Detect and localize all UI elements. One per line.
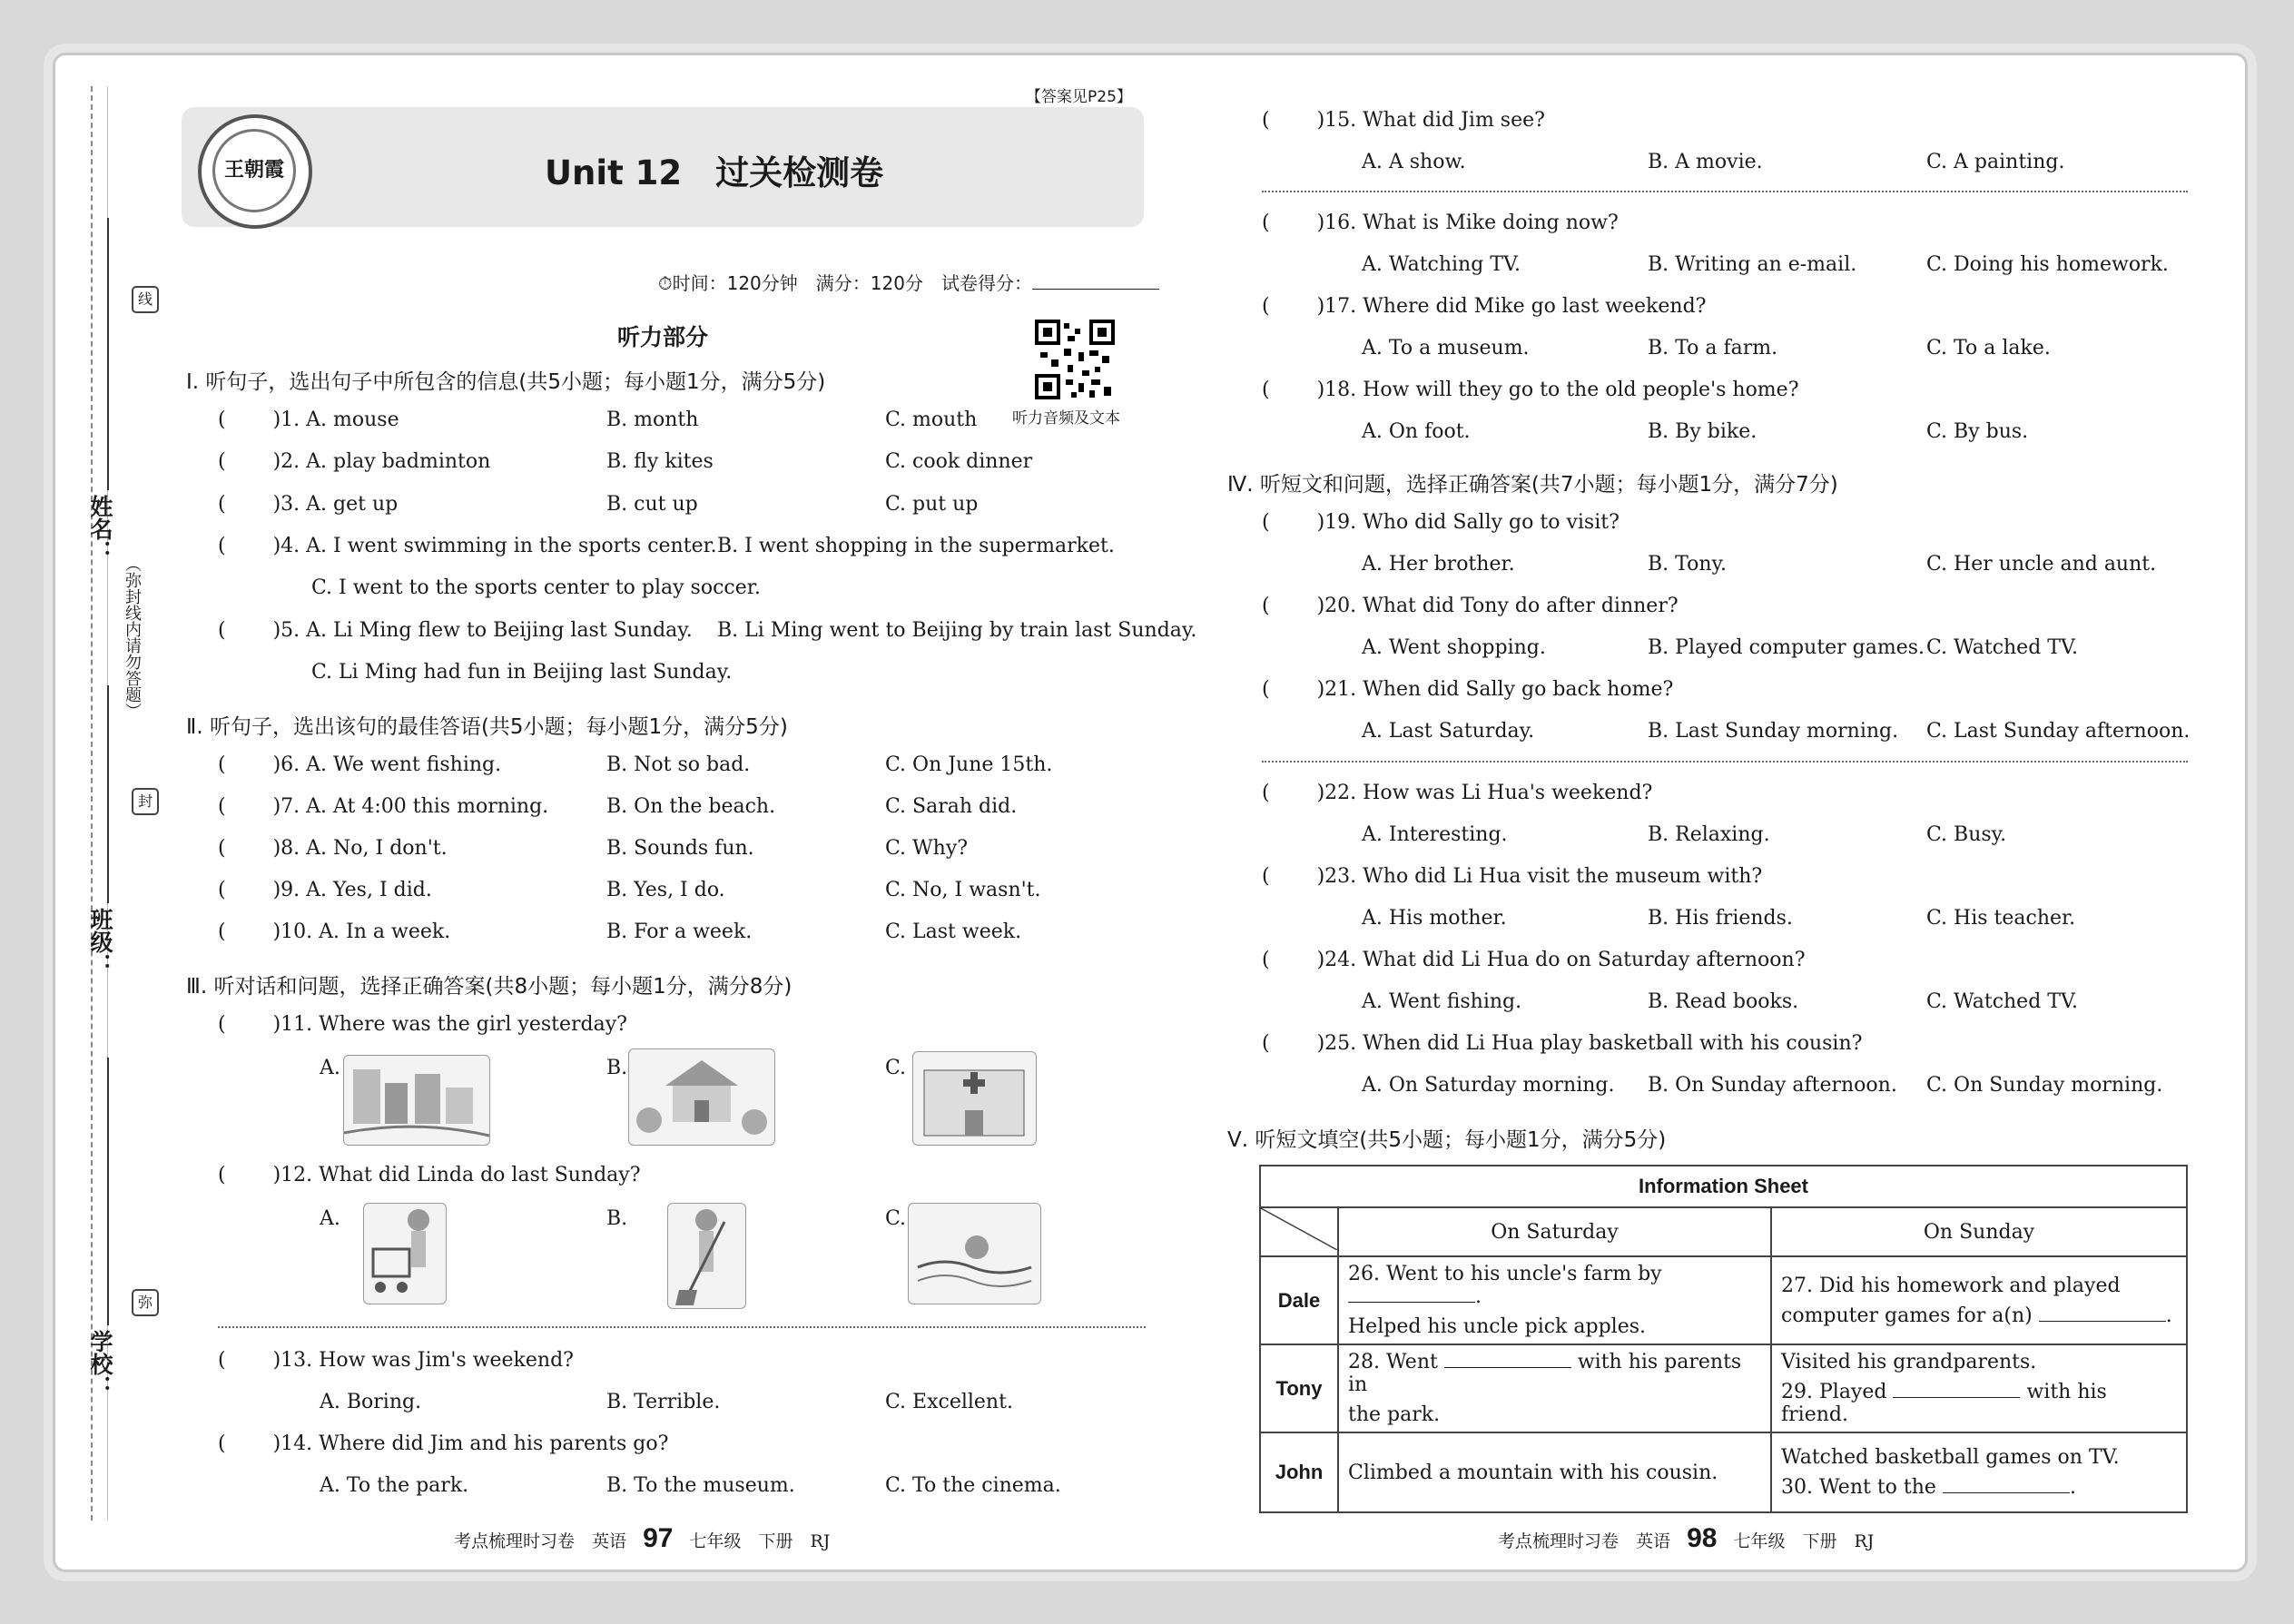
q12-option-c: C. <box>885 1207 907 1230</box>
q2-option-b: B. fly kites <box>606 450 714 473</box>
question-16 <box>1262 212 1619 234</box>
q4-option-c: C. I went to the sports center to play soccer. <box>311 576 761 599</box>
q18-option-b: B. By bike. <box>1648 420 1757 443</box>
section-2-heading: Ⅱ. 听句子，选出该句的最佳答语(共5小题；每小题1分，满分5分) <box>186 715 788 739</box>
brand-logo <box>198 114 312 229</box>
q22-option-b: B. Relaxing. <box>1648 823 1770 846</box>
question-20 <box>1262 595 1679 617</box>
section-3-heading: Ⅲ. 听对话和问题，选择正确答案(共8小题；每小题1分，满分8分) <box>186 975 793 999</box>
swimming-picture[interactable] <box>908 1203 1041 1304</box>
answer-paren[interactable]: ( <box>218 619 226 642</box>
q15-option-b: B. A movie. <box>1648 151 1763 173</box>
section-4-heading: Ⅳ. 听短文和问题，选择正确答案(共7小题；每小题1分，满分7分) <box>1227 473 1838 497</box>
answer-paren[interactable]: ( <box>218 535 226 557</box>
q2-option-a: )2. A. play badminton <box>272 450 491 473</box>
q14-option-b: B. To the museum. <box>606 1474 795 1497</box>
question-5 <box>218 619 693 642</box>
question-1 <box>218 408 399 431</box>
tony-sat-text: 28. Went <box>1348 1351 1438 1373</box>
question-23 <box>1262 865 1762 888</box>
school-field[interactable] <box>107 1058 109 1325</box>
q7-option-b: B. On the beach. <box>606 795 776 818</box>
q23-stem: )23. Who did Li Hua visit the museum with? <box>1316 865 1763 888</box>
q11-option-a: A. <box>320 1057 340 1079</box>
q12-option-a: A. <box>320 1207 340 1230</box>
q20-stem: )20. What did Tony do after dinner? <box>1316 595 1679 617</box>
page-number-right: 98 <box>1687 1523 1718 1553</box>
q17-option-b: B. To a farm. <box>1648 337 1778 359</box>
q13-stem: )13. How was Jim's weekend? <box>272 1349 574 1372</box>
q17-option-c: C. To a lake. <box>1926 337 2051 359</box>
q9-option-b: B. Yes, I do. <box>606 879 725 901</box>
tony-sun-text-2: 29. Played <box>1781 1381 1887 1403</box>
exam-info <box>658 269 1159 295</box>
q23-option-c: C. His teacher. <box>1926 907 2076 930</box>
answer-paren[interactable]: ( <box>218 837 226 860</box>
q5-option-a: )5. A. Li Ming flew to Beijing last Sunday. <box>272 619 693 642</box>
hospital-picture[interactable] <box>912 1051 1037 1146</box>
q1-option-b: B. month <box>606 408 699 431</box>
school-label: 学校： <box>87 1330 113 1398</box>
dale-saturday-cell: 26. Went to his uncle's farm by . Helped his uncle pick apples. <box>1338 1256 1771 1344</box>
q9-option-c: C. No, I wasn't. <box>885 879 1041 901</box>
answer-paren[interactable]: ( <box>218 753 226 776</box>
q4-option-b: B. I went shopping in the supermarket. <box>717 535 1115 557</box>
section-1-heading: Ⅰ. 听句子，选出句子中所包含的信息(共5小题；每小题1分，满分5分) <box>186 370 826 394</box>
q21-stem: )21. When did Sally go back home? <box>1316 678 1674 701</box>
q21-option-a: A. Last Saturday. <box>1362 720 1535 743</box>
answer-paren[interactable]: ( <box>1262 109 1270 132</box>
qr-code-icon <box>1035 320 1115 399</box>
q13-option-a: A. Boring. <box>320 1391 422 1413</box>
john-sunday-cell: Watched basketball games on TV. 30. Went to the . <box>1771 1432 2187 1512</box>
q16-stem: )16. What is Mike doing now? <box>1316 212 1619 234</box>
q17-option-a: A. To a museum. <box>1362 337 1530 359</box>
q24-stem: )24. What did Li Hua do on Saturday afternoon? <box>1316 949 1806 971</box>
dale-sat-text: 26. Went to his uncle's farm by <box>1348 1263 1662 1285</box>
answer-paren[interactable]: ( <box>218 879 226 901</box>
q14-stem: )14. Where did Jim and his parents go? <box>272 1432 669 1455</box>
question-7 <box>218 795 548 818</box>
q3-option-c: C. put up <box>885 493 979 516</box>
q2-option-c: C. cook dinner <box>885 450 1033 473</box>
answer-blank-28[interactable] <box>1444 1351 1571 1368</box>
time-info-text: ⏱时间：120分钟 满分：120分 试卷得分： <box>658 272 1032 294</box>
tony-sun-text: Visited his grandparents. <box>1781 1351 2037 1373</box>
q11-stem: )11. Where was the girl yesterday? <box>272 1013 627 1036</box>
q25-option-b: B. On Sunday afternoon. <box>1648 1074 1897 1097</box>
information-sheet-table <box>1259 1165 2188 1513</box>
answer-paren[interactable]: ( <box>1262 678 1270 701</box>
divider <box>1262 191 2188 192</box>
q20-option-a: A. Went shopping. <box>1362 636 1546 659</box>
question-10 <box>218 920 450 943</box>
name-label: 姓名： <box>87 495 113 563</box>
answer-paren[interactable]: ( <box>1262 295 1270 318</box>
binding-mark-xian: 线 <box>132 286 159 313</box>
answer-paren[interactable]: ( <box>1262 595 1270 617</box>
q16-option-c: C. Doing his homework. <box>1926 253 2169 276</box>
q19-option-b: B. Tony. <box>1648 553 1728 576</box>
question-6 <box>218 753 501 776</box>
q15-option-a: A. A show. <box>1362 151 1466 173</box>
question-2 <box>218 450 490 473</box>
q8-option-c: C. Why? <box>885 837 969 860</box>
q6-option-b: B. Not so bad. <box>606 753 751 776</box>
q22-option-a: A. Interesting. <box>1362 823 1508 846</box>
dale-sun-text-2: computer games for a(n) <box>1781 1304 2033 1327</box>
q8-option-a: )8. A. No, I don't. <box>272 837 448 860</box>
q16-option-b: B. Writing an e-mail. <box>1648 253 1857 276</box>
qr-label: 听力音频及文本 <box>1012 409 1120 428</box>
question-3 <box>218 493 398 516</box>
q8-option-b: B. Sounds fun. <box>606 837 754 860</box>
dale-sun-text: 27. Did his homework and played <box>1781 1274 2121 1297</box>
sweeping-picture[interactable] <box>667 1203 746 1309</box>
col-header-saturday: On Saturday <box>1338 1207 1771 1256</box>
q24-option-c: C. Watched TV. <box>1926 990 2078 1013</box>
john-sun-text: Watched basketball games on TV. <box>1781 1446 2120 1469</box>
diagonal-header-cell <box>1260 1207 1338 1256</box>
question-8 <box>218 837 448 860</box>
answer-paren[interactable]: ( <box>218 450 226 473</box>
q24-option-b: B. Read books. <box>1648 990 1799 1013</box>
q19-stem: )19. Who did Sally go to visit? <box>1316 511 1620 534</box>
answer-paren[interactable]: ( <box>1262 511 1270 534</box>
q18-option-a: A. On foot. <box>1362 420 1471 443</box>
q13-option-b: B. Terrible. <box>606 1391 721 1413</box>
q19-option-a: A. Her brother. <box>1362 553 1515 576</box>
john-saturday-cell: Climbed a mountain with his cousin. <box>1338 1432 1771 1512</box>
footer-right <box>1498 1523 1874 1554</box>
q5-option-c: C. Li Ming had fun in Beijing last Sunday. <box>311 661 733 684</box>
q13-option-c: C. Excellent. <box>885 1391 1013 1413</box>
q25-stem: )25. When did Li Hua play basketball with his cousin? <box>1316 1032 1863 1055</box>
answer-paren[interactable]: ( <box>218 1432 226 1455</box>
q6-option-a: )6. A. We went fishing. <box>272 753 502 776</box>
question-22 <box>1262 782 1652 804</box>
row-header-dale: Dale <box>1260 1256 1338 1344</box>
q25-option-a: A. On Saturday morning. <box>1362 1074 1615 1097</box>
table-title: Information Sheet <box>1260 1166 2187 1207</box>
footer-left-text: 考点梳理时习卷 英语 <box>454 1531 627 1551</box>
answer-paren[interactable]: ( <box>218 1349 226 1372</box>
class-label: 班级： <box>87 908 113 976</box>
tony-sun-text-3: with his friend. <box>1781 1381 2107 1426</box>
question-4 <box>218 535 717 557</box>
page-number-left: 97 <box>643 1523 674 1553</box>
row-header-tony: Tony <box>1260 1344 1338 1432</box>
question-14 <box>218 1432 668 1455</box>
q24-option-a: A. Went fishing. <box>1362 990 1522 1013</box>
q14-option-c: C. To the cinema. <box>885 1474 1061 1497</box>
answer-paren[interactable]: ( <box>1262 212 1270 234</box>
question-25 <box>1262 1032 1862 1055</box>
question-15 <box>1262 109 1545 132</box>
answer-paren[interactable]: ( <box>218 1013 226 1036</box>
q7-option-a: )7. A. At 4:00 this morning. <box>272 795 549 818</box>
page-title: Unit 12 过关检测卷 <box>545 153 884 192</box>
row-header-john: John <box>1260 1432 1338 1512</box>
answer-paren[interactable]: ( <box>218 920 226 943</box>
q12-option-b: B. <box>606 1207 628 1230</box>
dale-sunday-cell: 27. Did his homework and played computer games for a(n) . <box>1771 1256 2187 1344</box>
q15-option-c: C. A painting. <box>1926 151 2065 173</box>
q3-option-b: B. cut up <box>606 493 698 516</box>
logo-text: 王朝霞 <box>212 129 296 212</box>
answer-blank-30[interactable] <box>1943 1476 2070 1493</box>
name-field[interactable] <box>107 218 109 490</box>
col-header-sunday: On Sunday <box>1771 1207 2187 1256</box>
binding-mark-mi: 弥 <box>132 1289 159 1316</box>
footer-left-grade: 七年级 下册 RJ <box>689 1531 831 1551</box>
q11-option-c: C. <box>885 1057 907 1079</box>
q1-option-a: )1. A. mouse <box>272 408 399 431</box>
farm-house-picture[interactable] <box>628 1048 775 1146</box>
question-17 <box>1262 295 1706 318</box>
footer-right-grade: 七年级 下册 RJ <box>1733 1531 1875 1551</box>
q6-option-c: C. On June 15th. <box>885 753 1053 776</box>
q23-option-a: A. His mother. <box>1362 907 1507 930</box>
question-9 <box>218 879 432 901</box>
q11-option-b: B. <box>606 1057 628 1079</box>
q21-option-b: B. Last Sunday morning. <box>1648 720 1899 743</box>
q16-option-a: A. Watching TV. <box>1362 253 1521 276</box>
q20-option-b: B. Played computer games. <box>1648 636 1925 659</box>
binding-mark-feng: 封 <box>132 788 159 815</box>
q20-option-c: C. Watched TV. <box>1926 636 2078 659</box>
q17-stem: )17. Where did Mike go last weekend? <box>1316 295 1707 318</box>
class-field[interactable] <box>107 685 109 903</box>
answer-blank-27[interactable] <box>2039 1304 2166 1322</box>
tony-saturday-cell <box>1338 1344 1771 1432</box>
q19-option-c: C. Her uncle and aunt. <box>1926 553 2157 576</box>
answer-paren[interactable]: ( <box>218 408 226 431</box>
q21-option-c: C. Last Sunday afternoon. <box>1926 720 2191 743</box>
answer-paren[interactable]: ( <box>218 1164 226 1186</box>
divider <box>218 1326 1146 1328</box>
question-13 <box>218 1349 574 1372</box>
q10-option-a: )10. A. In a week. <box>272 920 451 943</box>
binding-dashed-line <box>91 86 93 1521</box>
q9-option-a: )9. A. Yes, I did. <box>272 879 432 901</box>
q10-option-c: C. Last week. <box>885 920 1022 943</box>
shopping-picture[interactable] <box>363 1203 447 1304</box>
tony-sat-text-3: the park. <box>1348 1403 1441 1426</box>
question-24 <box>1262 949 1806 971</box>
question-12 <box>218 1164 641 1186</box>
answer-paren[interactable]: ( <box>1262 782 1270 804</box>
q7-option-c: C. Sarah did. <box>885 795 1018 818</box>
answer-paren[interactable]: ( <box>218 795 226 818</box>
q1-option-c: C. mouth <box>885 408 978 431</box>
footer-left <box>454 1523 830 1554</box>
john-sun-text-2: 30. Went to the <box>1781 1476 1936 1499</box>
tony-sunday-cell <box>1771 1344 2187 1432</box>
q15-stem: )15. What did Jim see? <box>1316 109 1545 132</box>
answer-paren[interactable]: ( <box>1262 1032 1270 1055</box>
answer-reference: 【答案见P25】 <box>1026 88 1132 106</box>
divider <box>1262 761 2188 763</box>
question-21 <box>1262 678 1673 701</box>
answer-paren[interactable]: ( <box>1262 949 1270 971</box>
q18-stem: )18. How will they go to the old people's home? <box>1316 379 1799 401</box>
q22-option-c: C. Busy. <box>1926 823 2007 846</box>
question-11 <box>218 1013 627 1036</box>
q10-option-b: B. For a week. <box>606 920 753 943</box>
q5-option-b: B. Li Ming went to Beijing by train last Sunday. <box>717 619 1197 642</box>
q4-option-a: )4. A. I went swimming in the sports center. <box>272 535 717 557</box>
answer-blank-29[interactable] <box>1893 1381 2020 1398</box>
answer-paren[interactable]: ( <box>1262 865 1270 888</box>
q18-option-c: C. By bus. <box>1926 420 2029 443</box>
q22-stem: )22. How was Li Hua's weekend? <box>1316 782 1653 804</box>
q23-option-b: B. His friends. <box>1648 907 1793 930</box>
question-19 <box>1262 511 1620 534</box>
q3-option-a: )3. A. get up <box>272 493 399 516</box>
footer-right-text: 考点梳理时习卷 英语 <box>1498 1531 1671 1551</box>
listening-heading: 听力部分 <box>617 324 709 350</box>
binding-seal-note: （弥封线内请勿答题） <box>123 556 142 719</box>
q25-option-c: C. On Sunday morning. <box>1926 1074 2163 1097</box>
q14-option-a: A. To the park. <box>320 1474 469 1497</box>
answer-blank-26[interactable] <box>1348 1285 1475 1303</box>
score-field[interactable] <box>1032 289 1159 290</box>
answer-paren[interactable]: ( <box>1262 379 1270 401</box>
section-5-heading: Ⅴ. 听短文填空(共5小题；每小题1分，满分5分) <box>1227 1128 1667 1152</box>
answer-paren[interactable]: ( <box>218 493 226 516</box>
q12-stem: )12. What did Linda do last Sunday? <box>272 1164 641 1186</box>
city-street-picture[interactable] <box>343 1055 490 1146</box>
tony-sat-text-2: with his parents in <box>1348 1351 1742 1396</box>
question-18 <box>1262 379 1798 401</box>
dale-sat-text-2: Helped his uncle pick apples. <box>1348 1315 1647 1338</box>
